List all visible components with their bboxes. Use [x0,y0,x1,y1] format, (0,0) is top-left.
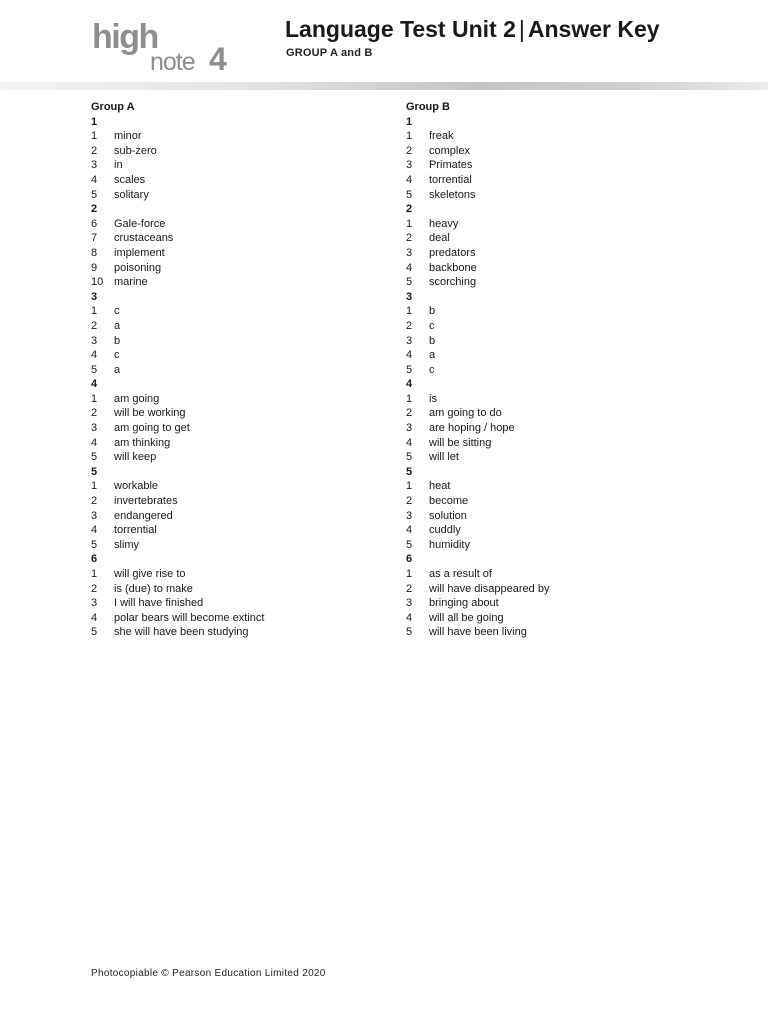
answer-text: b [429,334,436,347]
answer-row [91,450,371,465]
title-answer-key: Answer Key [527,16,660,42]
item-number: 7 [91,232,98,245]
answer-text: Gale-force [114,217,166,230]
answer-text: skeletons [429,188,476,201]
logo-level-number: 4 [209,41,227,72]
answer-text: torrential [429,173,472,186]
section-number: 6 [91,553,98,566]
item-number: 4 [91,349,98,362]
answer-text: is [429,392,437,405]
answer-row [91,275,371,290]
section-number: 3 [406,290,413,303]
answer-text: torrential [114,524,157,537]
item-number: 1 [91,480,98,493]
answer-row [406,144,686,159]
answer-row [406,348,686,363]
answer-text: a [114,319,121,332]
section-number: 4 [91,378,98,391]
answer-text: implement [114,246,165,259]
answer-row [406,436,686,451]
answer-text: will all be going [429,611,504,624]
answer-text: humidity [429,538,470,551]
title-main: Language Test Unit 2 [285,16,516,42]
answer-row [406,261,686,276]
section-number: 5 [406,465,413,478]
item-number: 3 [91,422,98,435]
item-number: 1 [91,568,98,580]
item-number: 5 [406,451,413,464]
group-title: Group A [91,101,135,113]
section-number: 2 [91,203,98,216]
item-number: 2 [91,495,98,508]
item-number: 4 [91,173,98,186]
item-number: 1 [91,392,98,405]
answer-row [91,348,371,363]
group-a-column [91,100,371,640]
item-number: 10 [91,276,104,289]
answer-text: b [114,334,121,347]
answer-row [406,392,686,407]
item-number: 1 [406,217,413,230]
answer-text: bringing about [429,597,499,610]
item-number: 4 [406,524,413,537]
answer-text: solitary [114,188,149,201]
answer-text: will be sitting [429,436,492,449]
item-number: 4 [91,611,98,624]
answer-text: minor [114,130,142,143]
answer-text: c [114,349,120,362]
answer-text: complex [429,144,470,157]
item-number: 4 [91,524,98,537]
answer-text: am going [114,392,160,405]
answer-row [91,129,371,144]
answer-text: will be working [114,407,186,420]
answer-text: I will have finished [114,597,204,610]
item-number: 1 [406,480,413,493]
answer-text: workable [114,480,159,493]
item-number: 3 [91,334,98,347]
item-number: 4 [406,349,413,362]
answer-row [406,523,686,538]
answer-row [91,261,371,276]
item-number: 6 [91,217,98,230]
answer-row [406,625,686,640]
answer-row [406,304,686,319]
answer-text: crustaceans [114,232,174,245]
item-number: 4 [91,436,98,449]
item-number: 3 [91,159,98,172]
answer-text: will let [429,451,459,464]
item-number: 1 [91,130,98,143]
item-number: 3 [406,509,413,522]
answer-row [91,523,371,538]
answer-row [91,509,371,524]
answer-row [91,625,371,640]
answer-text: c [114,305,120,318]
section-number: 1 [91,115,98,128]
answer-row [91,304,371,319]
item-number: 2 [406,582,413,595]
copyright-footer: Photocopiable © Pearson Education Limited 2020 [91,968,326,979]
answer-row [406,509,686,524]
answer-text: freak [429,130,454,143]
answer-row [406,334,686,349]
answer-text: backbone [429,261,477,274]
item-number: 1 [91,305,98,318]
item-number: 4 [406,611,413,624]
answer-row [406,450,686,465]
logo-word-high: high [92,18,158,56]
answer-text: am going to get [114,422,190,435]
answer-row [406,582,686,597]
answer-row [91,158,371,173]
item-number: 3 [406,159,413,172]
answer-text: are hoping / hope [429,422,515,435]
page-title [285,16,660,43]
item-number: 2 [406,232,413,245]
answer-row [91,582,371,597]
item-number: 2 [406,319,413,332]
item-number: 9 [91,261,98,274]
answer-row [406,596,686,611]
answer-text: Primates [429,159,473,172]
item-number: 5 [91,363,98,376]
item-number: 5 [406,363,413,376]
answer-row [406,275,686,290]
item-number: 4 [406,261,413,274]
answer-row [91,334,371,349]
item-number: 3 [406,246,413,259]
item-number: 4 [406,173,413,186]
section-number: 2 [406,203,413,216]
answer-row [91,188,371,203]
answer-row [406,158,686,173]
answer-text: poisoning [114,261,162,274]
item-number: 5 [406,626,413,639]
answer-text: endangered [114,509,173,522]
answer-row [406,406,686,421]
item-number: 1 [406,130,413,143]
answer-text: will keep [114,451,157,464]
answer-row [406,188,686,203]
answer-row [91,144,371,159]
answer-row [91,479,371,494]
answer-row [91,392,371,407]
answer-row [406,246,686,261]
page-header [0,0,768,92]
logo-word-note: note [150,48,195,72]
group-b-column [406,100,686,640]
item-number: 3 [406,334,413,347]
item-number: 5 [91,538,98,551]
item-number: 5 [91,626,98,639]
answer-text: a [429,349,436,362]
answer-text: in [114,159,123,172]
answer-row [406,479,686,494]
answer-row [406,129,686,144]
answer-row [406,494,686,509]
answer-row [91,173,371,188]
answer-text: scorching [429,276,477,289]
answer-text: scales [114,173,146,186]
answer-text: cuddly [429,524,461,537]
answer-text: invertebrates [114,495,178,508]
answer-row [406,319,686,334]
answer-text: heavy [429,217,459,230]
answer-row [406,217,686,232]
item-number: 2 [91,582,98,595]
high-note-logo [92,16,242,72]
answer-text: sub-zero [114,144,157,157]
answer-row [91,319,371,334]
answer-row [406,173,686,188]
answer-row [91,596,371,611]
answer-row [91,494,371,509]
answer-text: am thinking [114,436,171,449]
item-number: 1 [406,305,413,318]
answer-text: will have disappeared by [429,582,550,595]
answer-text: she will have been studying [114,626,249,639]
answer-row [91,436,371,451]
section-number: 4 [406,378,413,391]
section-number: 5 [91,465,98,478]
item-number: 1 [406,568,413,580]
header-divider [0,82,768,90]
item-number: 2 [406,407,413,420]
item-number: 5 [406,188,413,201]
answer-row [91,538,371,553]
answer-text: deal [429,232,450,245]
answer-row [406,611,686,626]
item-number: 5 [91,451,98,464]
answer-text: predators [429,246,476,259]
item-number: 2 [91,144,98,157]
section-number: 6 [406,553,413,566]
answer-text: a [114,363,121,376]
answer-text: c [429,319,435,332]
answer-text: c [429,363,435,376]
answer-row [91,406,371,421]
answer-text: slimy [114,538,140,551]
answer-text: is (due) to make [114,582,193,595]
answer-row [406,231,686,246]
answer-text: polar bears will become extinct [114,611,265,624]
item-number: 3 [406,597,413,610]
title-separator: | [518,16,525,42]
answer-text: as a result of [429,568,492,580]
answer-row [91,363,371,378]
answer-row [406,421,686,436]
item-number: 5 [406,276,413,289]
answer-row [91,567,371,582]
item-number: 2 [406,144,413,157]
item-number: 3 [91,509,98,522]
answer-text: am going to do [429,407,502,420]
item-number: 2 [91,407,98,420]
item-number: 3 [406,422,413,435]
answer-row [91,246,371,261]
section-number: 3 [91,290,98,303]
answer-text: will have been living [429,626,527,639]
page-subtitle: GROUP A and B [286,47,373,59]
item-number: 3 [91,597,98,610]
item-number: 5 [406,538,413,551]
item-number: 2 [91,319,98,332]
item-number: 5 [91,188,98,201]
answer-text: heat [429,480,451,493]
answer-text: marine [114,276,148,289]
group-title: Group B [406,101,450,113]
item-number: 2 [406,495,413,508]
answer-text: solution [429,509,467,522]
answer-row [406,363,686,378]
answer-row [406,538,686,553]
answer-text: will give rise to [114,568,186,580]
item-number: 4 [406,436,413,449]
answer-row [406,567,686,582]
answer-row [91,231,371,246]
answer-text: become [429,495,469,508]
answer-row [91,217,371,232]
item-number: 1 [406,392,413,405]
answer-row [91,611,371,626]
section-number: 1 [406,115,413,128]
item-number: 8 [91,246,98,259]
answer-row [91,421,371,436]
answer-text: b [429,305,436,318]
